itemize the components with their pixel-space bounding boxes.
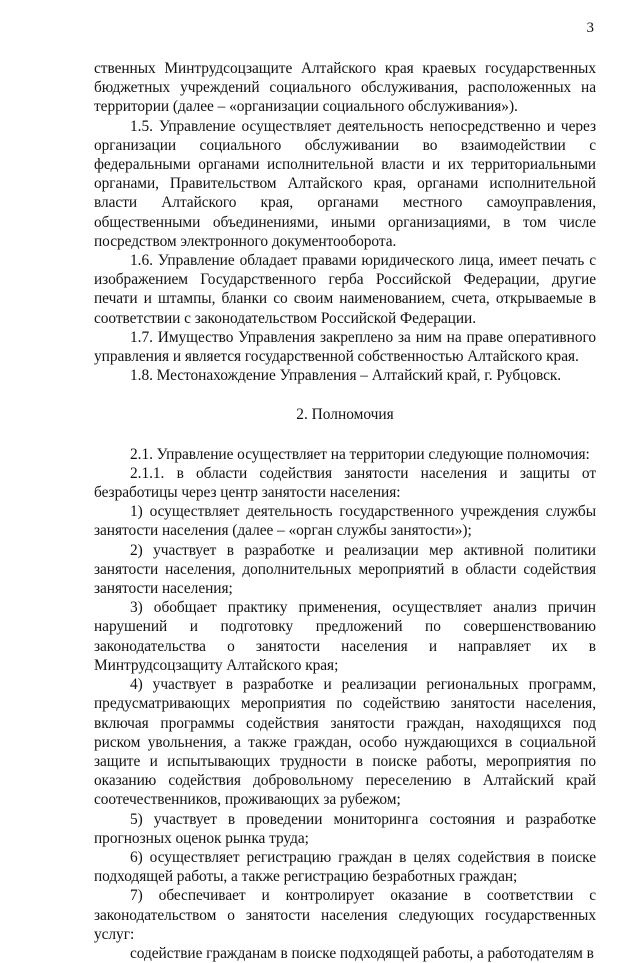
paragraph-1-5: 1.5. Управление осуществляет деятельность непосредственно и через организации социального обслуживании во взаимодействии с федеральными органами исполнительной власти и их территориальными органами, Правительством Алтайского края, органами исполнительной власти Алтайского края, органами местного самоуправления, общественными объединениями, иными организациями, в том числе посредством электронного документооборота.: [94, 117, 596, 250]
paragraph-1-6: 1.6. Управление обладает правами юридического лица, имеет печать с изображением Государственного герба Российской Федерации, другие печати и штампы, бланки со своим наименованием, счета, открываемые в соответствии с законодательством Российской Федерации.: [94, 252, 596, 327]
paragraph-1-7: 1.7. Имущество Управления закреплено за ним на праве оперативного управления и является государственной собственностью Алтайского края.: [94, 328, 596, 366]
paragraph-2-1: 2.1. Управление осуществляет на территории следующие полномочия:: [130, 445, 590, 463]
list-item-3: 3) обобщает практику применения, осуществляет анализ причин нарушений и подготовку предложений по совершенствованию законодательства о занятости населения и направляет их в Минтрудсоцзащиту Алтайского края;: [94, 599, 596, 674]
list-item-2: 2) участвует в разработке и реализации мер активной политики занятости населения, дополнительных мероприятий в области содействия занятости населения;: [94, 541, 596, 598]
list-item-4: 4) участвует в разработке и реализации региональных программ, предусматривающих мероприятия по содействию занятости населения, включая программы содействия занятости граждан, находящихся под риском увольнения, а также граждан, особо нуждающихся в социальной защите и испытывающих трудности в поиске работы, мероприятия по оказанию содействия добровольному переселению в Алтайский край соотечественников, проживающих за рубежом;: [94, 676, 596, 809]
list-item-6: 6) осуществляет регистрацию граждан в целях содействия в поиске подходящей работы, а также регистрацию безработных граждан;: [94, 848, 596, 886]
paragraph-continuation: ственных Минтрудсоцзащите Алтайского края краевых государственных бюджетных учреждений социального обслуживания, расположенных на территории (далее – «организации социального обслуживания»).: [94, 60, 596, 116]
list-item-5: 5) участвует в проведении мониторинга состояния и разработке прогнозных оценок рынка труда;: [94, 810, 596, 847]
list-item-7: 7) обеспечивает и контролирует оказание в соответствии с законодательством о занятости населения следующих государственных услуг:: [94, 887, 596, 943]
section-heading: 2. Полномочия: [296, 406, 394, 424]
document-body: [94, 59, 596, 963]
paragraph-trailing: содействие гражданам в поиске подходящей работы, а работодателям в: [130, 944, 594, 962]
paragraph-2-1-1: 2.1.1. в области содействия занятости населения и защиты от безработицы через центр занятости населения:: [94, 464, 596, 502]
paragraph-1-8: 1.8. Местонахождение Управления – Алтайский край, г. Рубцовск.: [130, 367, 562, 385]
list-item-1: 1) осуществляет деятельность государственного учреждения службы занятости населения (далее – «орган службы занятости»);: [94, 503, 596, 540]
page-number: 3: [586, 20, 594, 36]
